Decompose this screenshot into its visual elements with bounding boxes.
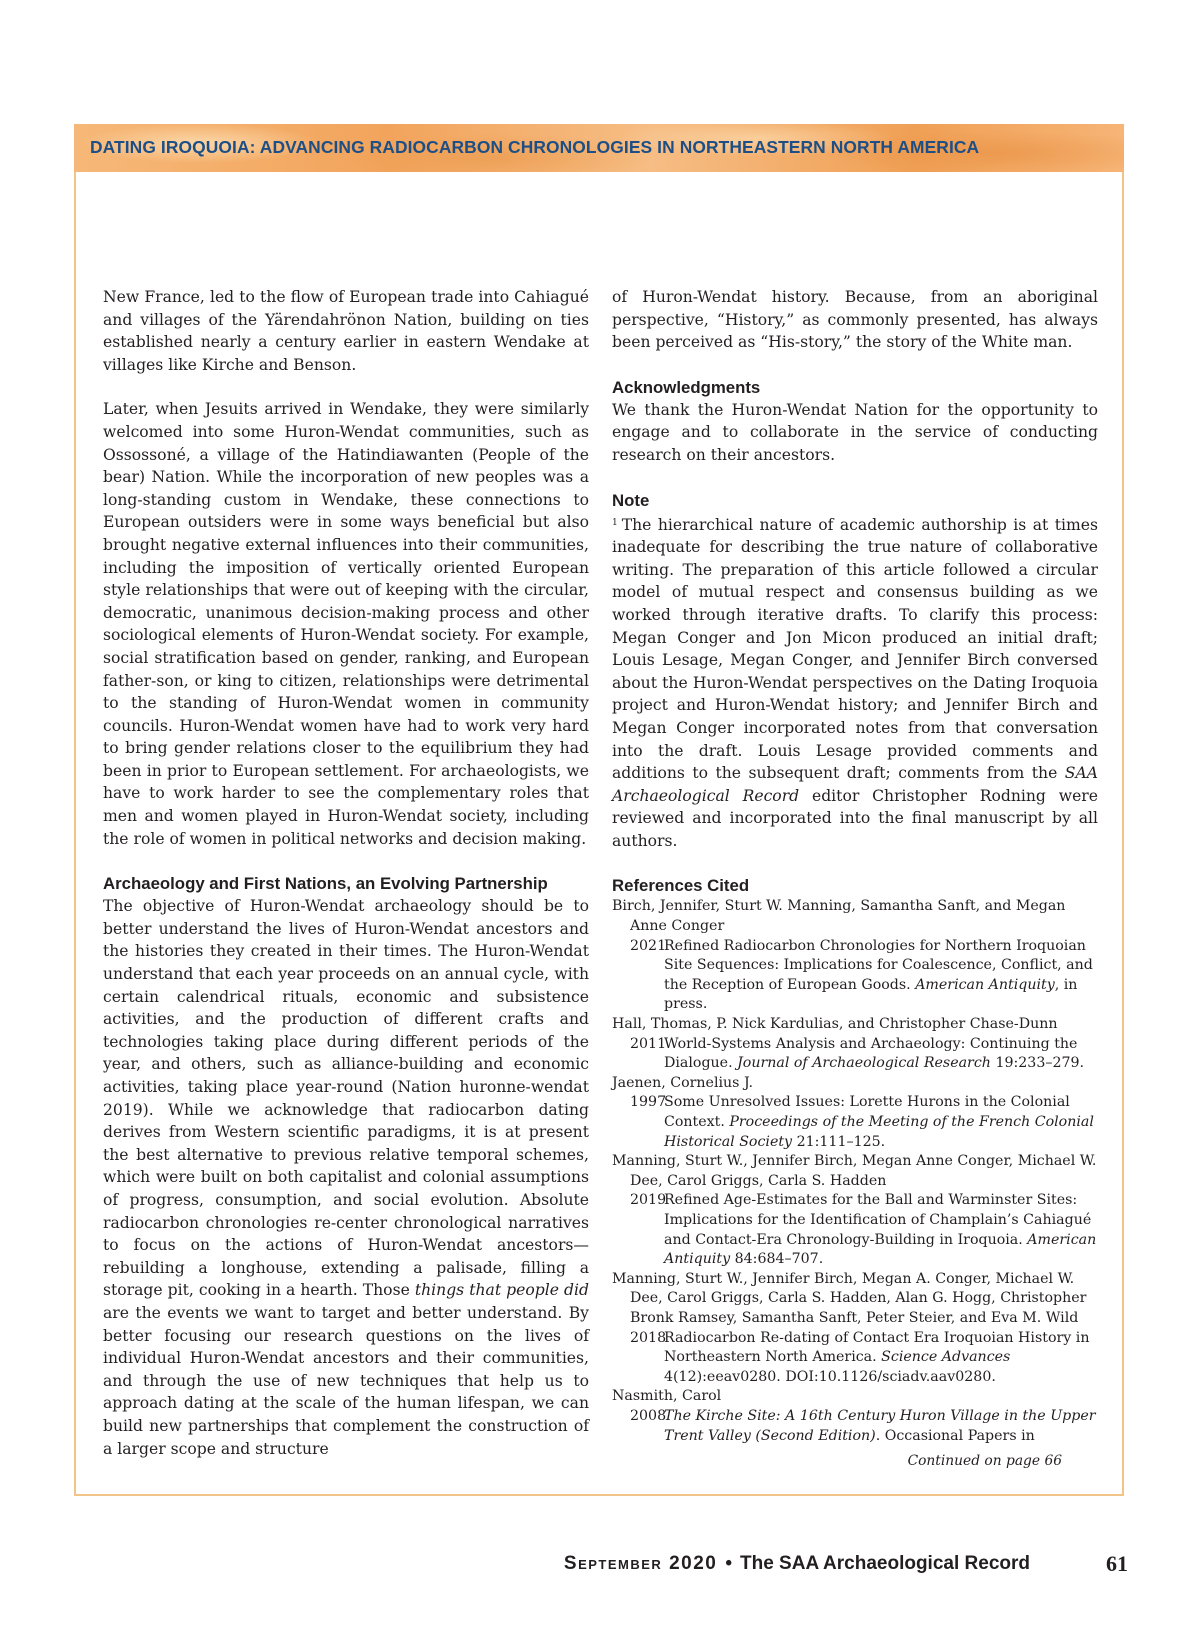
reference-title: Refined Radiocarbon Chronologies for Northern Iroquoian Site Sequences: Implications for Coalescence, Conflict, and the Reception of European Goods. [664, 937, 1093, 993]
reference-entry [612, 1191, 1098, 1269]
reference-entry [612, 1035, 1098, 1074]
page-footer [0, 1553, 1200, 1579]
reference-source: The Kirche Site: A 16th Century Huron Village in the Upper Trent Valley (Second Edition) [664, 1407, 1096, 1444]
reference-author: Manning, Sturt W., Jennifer Birch, Megan Anne Conger, Michael W. Dee, Carol Griggs, Carla S. Hadden [612, 1153, 1097, 1189]
paragraph: The objective of Huron-Wendat archaeology should be to better understand the lives of Huron-Wendat ancestors and the histories they created in their times. The Huron-Wendat understand that each year proceeds on an annual cycle, with certain calendrical rituals, economic and subsistence activities, and the production of different crafts and technologies taking place during different periods of the year, and others, such as alliance-building and economic activities, taking place year-round (Nation huronne-wendat 2019). While we acknowledge that radiocarbon dating derives from Western scientific paradigms, it is at present the best alternative to previous relative temporal schemes, which were built on both capitalist and colonial assumptions of progress, consumption, and social evolution. Absolute radiocarbon chronologies re-center chronological narratives to focus on the actions of Huron-Wendat ancestors—rebuilding a longhouse, extending a palisade, filling a storage pit, cooking in a hearth. Those things that people did are the events we want to target and better understand. By better focusing our research questions on the lives of individual Huron-Wendat ancestors and their communities, and through the use of new techniques that help us to approach dating at the scale of the human lifespan, we can build new partnerships that complement the construction of a larger scope and structure [103, 897, 589, 1458]
section-heading: Archaeology and First Nations, an Evolving Partnership [103, 874, 548, 894]
reference-source: Journal of Archaeological Research [737, 1055, 991, 1072]
reference-item [612, 897, 1098, 1015]
footer-citation [564, 1553, 1030, 1575]
reference-details: . Occasional Papers in [875, 1427, 1035, 1444]
reference-item [612, 1152, 1098, 1270]
paragraph: Later, when Jesuits arrived in Wendake, they were similarly welcomed into some Huron-Wendat communities, such as Ossossoné, a village of the Hatindiawanten (People of the bear) Nation. While the incorporation of new peoples was a long-standing custom in Wendake, these connections to European outsiders were in some ways beneficial but also brought negative external influences into their communities, including the imposition of vertically oriented European style relationships that were out of keeping with the circular, democratic, unanimous decision-making process and other sociological elements of Huron-Wendat society. For example, social stratification based on gender, ranking, and European father-son, or king to citizen, relationships were detrimental to the standing of Huron-Wendat women in community councils. Huron-Wendat women have had to work very hard to bring gender relations closer to the equilibrium they had been in prior to European settlement. For archaeologists, we have to work harder to see the complementary roles that men and women played in Huron-Wendat society, including the role of women in political networks and decision making. [103, 400, 589, 848]
reference-details: 84:684–707. [730, 1251, 824, 1268]
reference-author: Hall, Thomas, P. Nick Kardulias, and Christopher Chase-Dunn [612, 1016, 1058, 1033]
reference-item [612, 1270, 1098, 1388]
reference-entry [612, 1329, 1098, 1388]
acknowledgments-text: We thank the Huron-Wendat Nation for the opportunity to engage and to collaborate in the service of conducting research on their ancestors. [612, 400, 1098, 464]
reference-source: Science Advances [881, 1349, 1011, 1366]
reference-source: Proceedings of the Meeting of the French Colonial Historical Society [664, 1114, 1094, 1150]
paragraph: of Huron-Wendat history. Because, from an aboriginal perspective, “History,” as commonly presented, has always been perceived as “His-story,” the story of the White man. [612, 288, 1098, 352]
paragraph: New France, led to the flow of European trade into Cahiagué and villages of the Yärendahrönon Nation, building on ties established nearly a century earlier in eastern Wendake at villages like Kirche and Benson. [103, 288, 589, 374]
reference-entry [612, 937, 1098, 1015]
footer-bullet: • [725, 1553, 732, 1574]
note-text: $^1$ The hierarchical nature of academic authorship is at times inadequate for describing the true nature of collaborative writing. The preparation of this article followed a circular model of mutual respect and consensus building as we worked through iterative drafts. To clarify this process: Megan Conger and Jon Micon produced an initial draft; Louis Lesage, Megan Conger, and Jennifer Birch conversed about the Huron-Wendat perspectives on the Dating Iroquoia project and Huron-Wendat history; and Jennifer Birch and Megan Conger incorporated notes from that conversation into the draft. Louis Lesage provided comments and additions to the subsequent draft; comments from the SAA Archaeological Record editor Christopher Rodning were reviewed and incorporated into the final manuscript by all authors. [612, 515, 1098, 850]
reference-title: World-Systems Analysis and Archaeology: Continuing the Dialogue. [664, 1035, 1078, 1072]
reference-details: 21:111–125. [792, 1133, 886, 1150]
reference-item [612, 1074, 1098, 1152]
reference-item [612, 1387, 1098, 1446]
reference-year: 2018 [630, 1329, 667, 1346]
references-heading: References Cited [612, 876, 750, 896]
reference-source: American Antiquity [664, 1231, 1097, 1268]
acknowledgments-heading: Acknowledgments [612, 377, 761, 397]
reference-entry [612, 1093, 1098, 1152]
reference-year: 2008 [630, 1407, 667, 1424]
footer-issue-date: September 2020 [563, 1553, 718, 1574]
reference-title: Refined Age-Estimates for the Ball and Warminster Sites: Implications for the Identification of Champlain’s Cahiagué and Contact-Era Chronology-Building in Iroquoia. [664, 1192, 1092, 1248]
section-banner [74, 124, 1124, 172]
reference-author: Jaenen, Cornelius J. [612, 1074, 754, 1091]
continued-note: Continued on page 66 [907, 1453, 1062, 1470]
reference-title: Radiocarbon Re-dating of Contact Era Iroquoian History in Northeastern North America. [664, 1329, 1090, 1366]
page-number: 61 [1106, 1551, 1128, 1576]
reference-details: , in press. [664, 976, 1078, 1013]
reference-details: 19:233–279. [990, 1055, 1085, 1072]
note-heading: Note [612, 490, 650, 510]
reference-author: Manning, Sturt W., Jennifer Birch, Megan A. Conger, Michael W. Dee, Carol Griggs, Carla S. Hadden, Alan G. Hogg, Christopher Bronk Ramsey, Samantha Sanft, Peter Steier, and Eva M. Wild [612, 1270, 1087, 1326]
reference-source: American Antiquity [915, 976, 1055, 993]
reference-year: 2019 [630, 1192, 667, 1209]
reference-entry [612, 1407, 1098, 1446]
footer-journal: The SAA Archaeological Record [740, 1553, 1030, 1574]
reference-year: 1997 [630, 1094, 667, 1111]
reference-year: 2011 [630, 1035, 667, 1052]
reference-title: Some Unresolved Issues: Lorette Hurons in the Colonial Context. [664, 1094, 1070, 1130]
reference-item [612, 1015, 1098, 1074]
reference-details: 4(12):eeav0280. DOI:10.1126/sciadv.aav0280. [664, 1368, 996, 1385]
reference-author: Birch, Jennifer, Sturt W. Manning, Samantha Sanft, and Megan Anne Conger [612, 898, 1066, 935]
banner-title: DATING IROQUOIA: ADVANCING RADIOCARBON CHRONOLOGIES IN NORTHEASTERN NORTH AMERICA [90, 137, 980, 157]
references-list [612, 897, 1098, 1446]
reference-author: Nasmith, Carol [612, 1388, 722, 1405]
reference-year: 2021 [630, 937, 667, 954]
right-column [612, 286, 1098, 1473]
left-column [103, 286, 589, 1460]
footnote-marker: 1 [612, 517, 618, 528]
